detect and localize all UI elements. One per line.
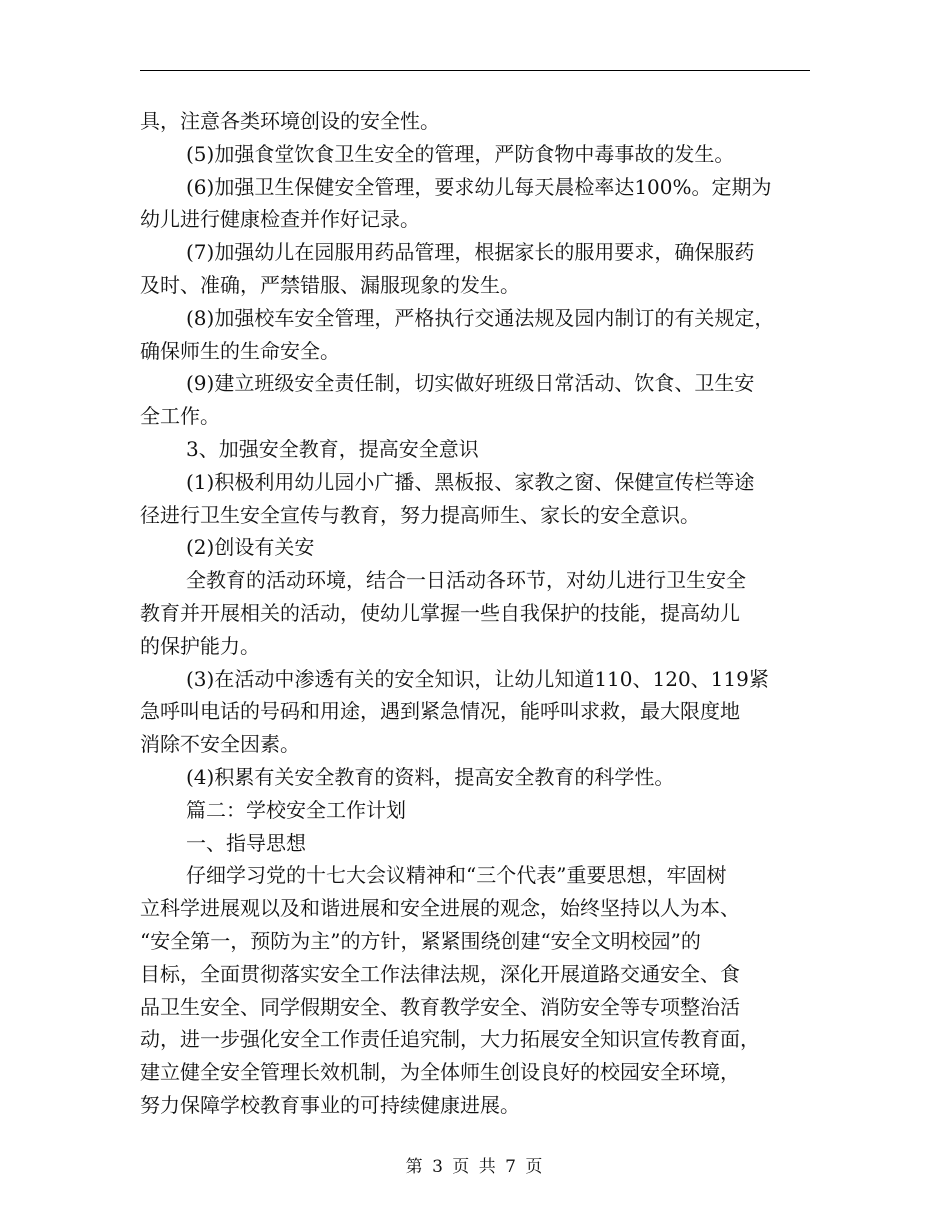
text-line: (2)创设有关安	[186, 535, 315, 560]
text-line: 一、指导思想	[186, 830, 306, 855]
text-line: (6)加强卫生保健安全管理，要求幼儿每天晨检率达100%。定期为	[186, 174, 772, 199]
text-line: 3、加强安全教育，提高安全意识	[186, 436, 479, 461]
text-line: (4)积累有关安全教育的资料，提高安全教育的科学性。	[186, 764, 675, 789]
text-line: (1)积极利用幼儿园小广播、黑板报、家教之窗、保健宣传栏等途	[186, 469, 755, 494]
text-line: 建立健全安全管理长效机制，为全体师生创设良好的校园安全环境，	[140, 1060, 740, 1085]
text-line: 仔细学习党的十七大会议精神和“三个代表”重要思想，牢固树	[186, 863, 727, 888]
text-line: 消除不安全因素。	[140, 732, 300, 757]
text-line: “安全第一，预防为主”的方针，紧紧围绕创建“安全文明校园”的	[140, 928, 701, 953]
text-line: (9)建立班级安全责任制，切实做好班级日常活动、饮食、卫生安	[186, 371, 755, 396]
text-line: 及时、准确，严禁错服、漏服现象的发生。	[140, 272, 520, 297]
text-line: 目标，全面贯彻落实安全工作法律法规，深化开展道路交通安全、食	[140, 961, 740, 986]
text-line: 篇二：学校安全工作计划	[186, 797, 406, 822]
page-footer: 第 3 页 共 7 页	[405, 1157, 545, 1177]
text-line: (3)在活动中渗透有关的安全知识，让幼儿知道110、120、119紧	[186, 666, 769, 691]
text-line: 努力保障学校教育事业的可持续健康进展。	[140, 1092, 520, 1117]
text-line: 的保护能力。	[140, 633, 260, 658]
text-line: 动，进一步强化安全工作责任追究制，大力拓展安全知识宣传教育面，	[140, 1027, 760, 1052]
text-line: (8)加强校车安全管理，严格执行交通法规及园内制订的有关规定，	[186, 305, 775, 330]
text-line: 具，注意各类环境创设的安全性。	[140, 109, 440, 133]
text-line: 品卫生安全、同学假期安全、教育教学安全、消防安全等专项整治活	[140, 994, 740, 1019]
document-body	[140, 105, 810, 1122]
text-line: 全工作。	[140, 404, 220, 429]
text-line: 立科学进展观以及和谐进展和安全进展的观念，始终坚持以人为本、	[140, 896, 740, 921]
text-line: (7)加强幼儿在园服用药品管理，根据家长的服用要求，确保服药	[186, 240, 755, 265]
text-line: 幼儿进行健康检查并作好记录。	[140, 207, 420, 232]
text-line: (5)加强食堂饮食卫生安全的管理，严防食物中毒事故的发生。	[186, 141, 735, 166]
header-rule	[140, 70, 810, 71]
text-line: 确保师生的生命安全。	[140, 338, 340, 363]
text-line: 全教育的活动环境，结合一日活动各环节，对幼儿进行卫生安全	[186, 568, 746, 593]
text-line: 教育并开展相关的活动，使幼儿掌握一些自我保护的技能，提高幼儿	[140, 600, 740, 625]
text-line: 径进行卫生安全宣传与教育，努力提高师生、家长的安全意识。	[140, 502, 700, 527]
text-line: 急呼叫电话的号码和用途，遇到紧急情况，能呼叫求救，最大限度地	[140, 699, 740, 724]
